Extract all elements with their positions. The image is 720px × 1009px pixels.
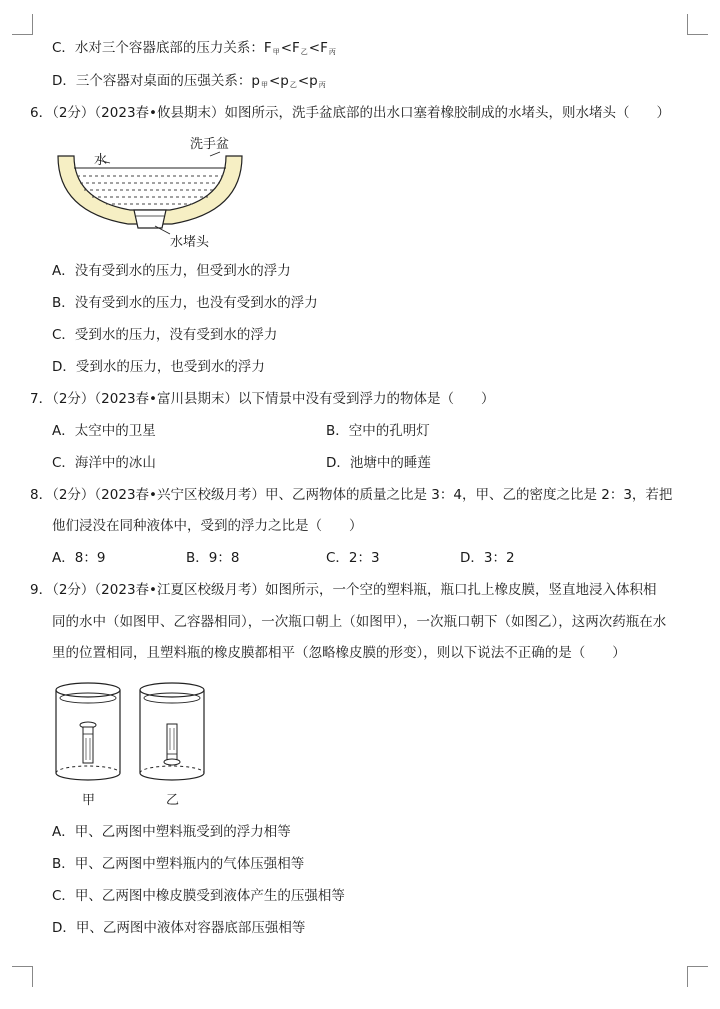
q9-stem-line2: 同的水中（如图甲、乙容器相同），一次瓶口朝上（如图甲），一次瓶口朝下（如图乙），这两次药瓶在水 (52, 614, 667, 630)
q6-option-b: B．没有受到水的压力，也没有受到水的浮力 (52, 295, 318, 311)
q5-option-d: D．三个容器对桌面的压强关系：$p_甲<p_乙<p_丙$ (52, 73, 326, 89)
q9-option-a: A．甲、乙两图中塑料瓶受到的浮力相等 (52, 824, 291, 840)
q6-option-c: C．受到水的压力，没有受到水的浮力 (52, 327, 278, 343)
crop-mark-top-right (687, 14, 708, 35)
q5-option-c: C．水对三个容器底部的压力关系：$F_甲<F_乙<F_丙$ (52, 40, 336, 56)
crop-mark-bottom-left (12, 966, 33, 987)
crop-mark-top-left (12, 14, 33, 35)
q9-option-c: C．甲、乙两图中橡皮膜受到液体产生的压强相等 (52, 888, 345, 904)
label-water: 水 (94, 153, 108, 168)
q6-option-d: D．受到水的压力，也受到水的浮力 (52, 359, 265, 375)
q7-option-d: D．池塘中的睡莲 (326, 455, 431, 471)
q9-containers-figure (50, 680, 215, 810)
q7-option-b: B．空中的孔明灯 (326, 423, 430, 439)
q8-stem-line2: 他们浸没在同种液体中，受到的浮力之比是（ ） (52, 518, 363, 534)
q6-basin-figure (50, 130, 250, 252)
q6-option-a: A．没有受到水的压力，但受到水的浮力 (52, 263, 291, 279)
q8-stem-line1: 8．（2分）（2023春•兴宁区校级月考）甲、乙两物体的质量之比是 3：4，甲、乙的密度之比是 2：3，若把 (30, 487, 673, 503)
container-yi (140, 683, 204, 780)
q9-option-d: D．甲、乙两图中液体对容器底部压强相等 (52, 920, 306, 936)
label-basin: 洗手盆 (190, 137, 230, 152)
q8-option-c: C．2：3 (326, 550, 380, 566)
q7-stem: 7．（2分）（2023春•富川县期末）以下情景中没有受到浮力的物体是（ ） (30, 391, 495, 407)
q9-stem-line1: 9．（2分）（2023春•江夏区校级月考）如图所示，一个空的塑料瓶，瓶口扎上橡皮膜，竖直地浸入体积相 (30, 582, 657, 598)
label-jia: 甲 (82, 793, 96, 808)
q8-option-a: A．8：9 (52, 550, 106, 566)
q8-option-d: D．3：2 (460, 550, 515, 566)
q8-option-b: B．9：8 (186, 550, 240, 566)
label-plug: 水堵头 (170, 235, 210, 250)
q7-option-a: A．太空中的卫星 (52, 423, 156, 439)
q7-option-c: C．海洋中的冰山 (52, 455, 156, 471)
label-yi: 乙 (166, 793, 180, 808)
q6-stem: 6．（2分）（2023春•攸县期末）如图所示，洗手盆底部的出水口塞着橡胶制成的水堵头，则水堵头（ ） (30, 105, 670, 121)
plug-shape (134, 210, 166, 228)
container-jia (56, 683, 120, 780)
q9-option-b: B．甲、乙两图中塑料瓶内的气体压强相等 (52, 856, 305, 872)
crop-mark-bottom-right (687, 966, 708, 987)
q9-stem-line3: 里的位置相同，且塑料瓶的橡皮膜都相平（忽略橡皮膜的形变），则以下说法不正确的是（ ） (52, 645, 626, 661)
